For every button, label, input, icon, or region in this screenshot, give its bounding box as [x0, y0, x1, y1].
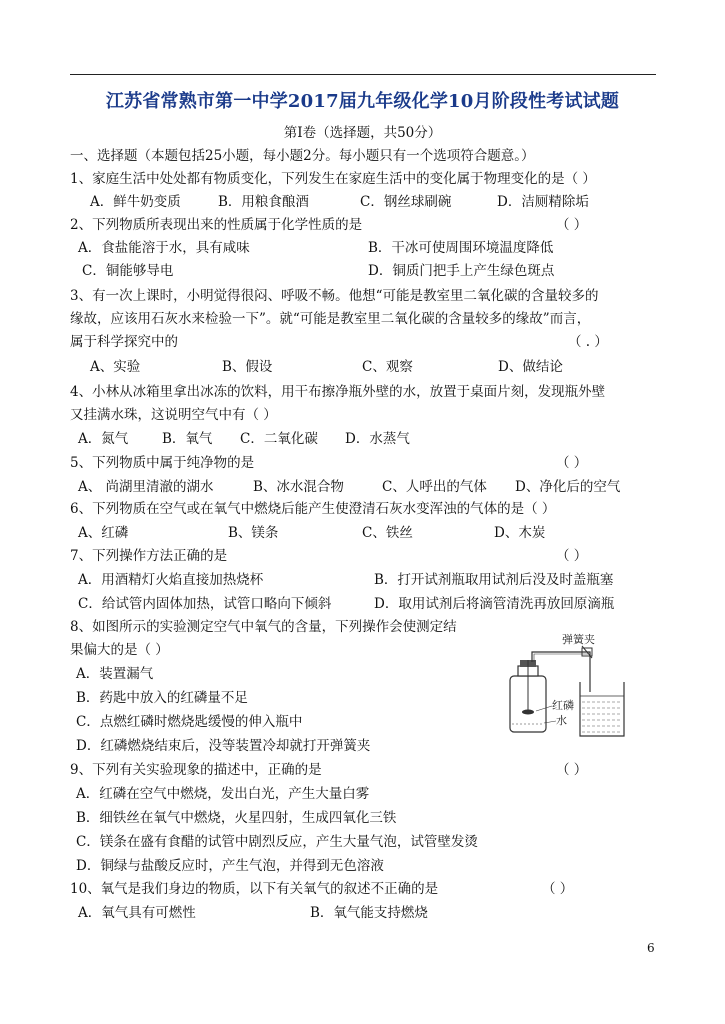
question-5-option-b: B、冰水混合物 [253, 479, 344, 495]
question-10-stem: 10、氧气是我们身边的物质，以下有关氧气的叙述不正确的是 [70, 881, 439, 897]
question-6-option-b: B、镁条 [228, 525, 279, 541]
page-number: 6 [647, 941, 655, 955]
question-4-option-c: C．二氧化碳 [240, 431, 318, 447]
question-7-answer-blank: （ ） [556, 548, 588, 564]
question-3-stem-line-3: 属于科学探究中的 [70, 334, 178, 350]
question-7-option-d: D．取用试剂后将滴管清洗再放回原滴瓶 [374, 596, 615, 612]
figure-label-water: 水 [556, 714, 567, 727]
question-4-option-a: A．氮气 [78, 431, 129, 447]
question-9-option-d: D．铜绿与盐酸反应时，产生气泡，并得到无色溶液 [76, 858, 384, 874]
question-8-option-c: C．点燃红磷时燃烧匙缓慢的伸入瓶中 [76, 714, 303, 730]
question-2-option-d: D．铜质门把手上产生绿色斑点 [368, 263, 555, 279]
question-6-stem: 6、下列物质在空气或在氧气中燃烧后能产生使澄清石灰水变浑浊的气体的是（ ） [70, 501, 556, 517]
question-5-stem: 5、下列物质中属于纯净物的是 [70, 455, 255, 471]
question-2-answer-blank: （ ） [556, 217, 588, 233]
question-4-option-d: D．水蒸气 [345, 431, 410, 447]
question-10-option-b: B．氧气能支持燃烧 [310, 905, 428, 921]
question-7-option-b: B．打开试剂瓶取用试剂后没及时盖瓶塞 [374, 572, 614, 588]
question-10-option-a: A．氧气具有可燃性 [78, 905, 196, 921]
question-3-option-b: B、假设 [222, 359, 273, 375]
question-9-option-c: C．镁条在盛有食醋的试管中剧烈反应，产生大量气泡，试管壁发烫 [76, 834, 478, 850]
question-2-option-a: A．食盐能溶于水，具有咸味 [78, 240, 250, 256]
question-5-option-a: A、 尚湖里清澈的湖水 [78, 479, 214, 495]
figure-label-phosphorus: 红磷 [552, 699, 574, 712]
question-2-option-c: C．铜能够导电 [82, 263, 174, 279]
question-1-stem: 1、家庭生活中处处都有物质变化，下列发生在家庭生活中的变化属于物理变化的是（ ） [70, 171, 596, 187]
question-8-option-b: B．药匙中放入的红磷量不足 [76, 690, 248, 706]
question-9-answer-blank: （ ） [556, 762, 588, 778]
question-5-option-d: D、净化后的空气 [515, 479, 621, 495]
question-6-option-c: C、铁丝 [362, 525, 413, 541]
question-4-option-b: B．氧气 [162, 431, 213, 447]
question-5-answer-blank: （ ） [556, 455, 588, 471]
question-7-stem: 7、下列操作方法正确的是 [70, 548, 228, 564]
question-10-answer-blank: （ ） [542, 881, 574, 897]
question-8-option-a: A．装置漏气 [76, 666, 154, 682]
question-3-option-d: D、做结论 [498, 359, 563, 375]
header-rule [70, 74, 656, 75]
question-3-option-a: A、实验 [90, 359, 141, 375]
question-3-answer-blank: （ . ） [568, 334, 608, 350]
oxygen-measurement-apparatus-figure [496, 632, 646, 744]
question-9-option-b: B．细铁丝在氧气中燃烧，火星四射，生成四氧化三铁 [76, 810, 397, 826]
question-1-option-c: C．钢丝球刷碗 [360, 194, 452, 210]
question-8-stem-line-2: 果偏大的是（ ） [70, 642, 169, 658]
question-8-stem-line-1: 8、如图所示的实验测定空气中氧气的含量，下列操作会使测定结 [70, 619, 457, 635]
question-9-stem: 9、下列有关实验现象的描述中，正确的是 [70, 762, 322, 778]
question-7-option-a: A．用酒精灯火焰直接加热烧杯 [78, 572, 264, 588]
question-3-option-c: C、观察 [362, 359, 413, 375]
question-9-option-a: A．红磷在空气中燃烧，发出白光，产生大量白雾 [76, 786, 370, 802]
question-3-stem-line-2: 缘故，应该用石灰水来检验一下”。就“可能是教室里二氧化碳的含量较多的缘故”而言， [70, 311, 591, 327]
question-4-stem-line-1: 4、小林从冰箱里拿出冰冻的饮料，用干布擦净瓶外壁的水，放置于桌面片刻，发现瓶外壁 [70, 384, 606, 400]
question-1-option-d: D．洁厕精除垢 [497, 194, 589, 210]
question-7-option-c: C．给试管内固体加热，试管口略向下倾斜 [78, 596, 332, 612]
question-8-option-d: D．红磷燃烧结束后，没等装置冷却就打开弹簧夹 [76, 738, 371, 754]
question-3-stem-line-1: 3、有一次上课时，小明觉得很闷、呼吸不畅。他想“可能是教室里二氧化碳的含量较多的 [70, 288, 599, 304]
question-2-option-b: B．干冰可使周围环境温度降低 [368, 240, 554, 256]
question-2-stem: 2、下列物质所表现出来的性质属于化学性质的是 [70, 217, 363, 233]
question-4-stem-line-2: 又挂满水珠，这说明空气中有（ ） [70, 407, 277, 423]
question-5-option-c: C、人呼出的气体 [382, 479, 487, 495]
question-6-option-d: D、木炭 [494, 525, 546, 541]
figure-label-clamp: 弹簧夹 [562, 633, 595, 646]
document-title: 江苏省常熟市第一中学2017届九年级化学10月阶段性考试试题 [105, 91, 620, 112]
question-1-option-b: B．用粮食酿酒 [218, 194, 309, 210]
question-1-option-a: A．鲜牛奶变质 [90, 194, 181, 210]
section-heading: 第Ⅰ卷（选择题，共50分） [283, 125, 442, 141]
question-6-option-a: A、红磷 [78, 525, 129, 541]
instructions: 一、选择题（本题包括25小题，每小题2分。每小题只有一个选项符合题意。） [70, 148, 535, 164]
